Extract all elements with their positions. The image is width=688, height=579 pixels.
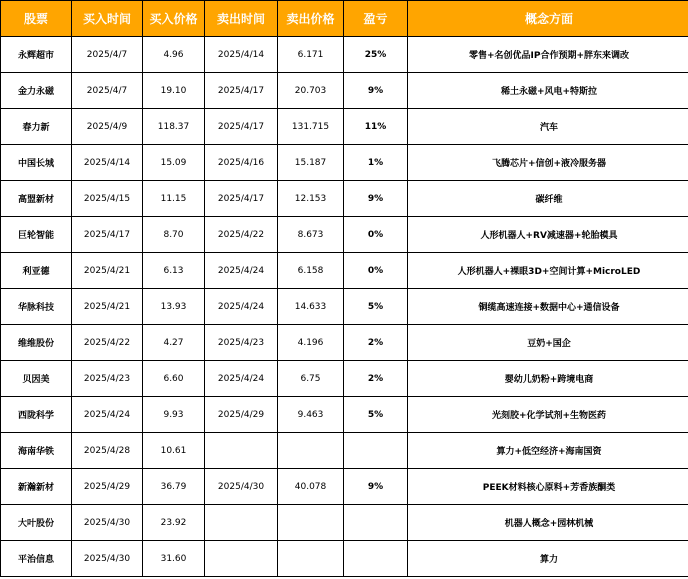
pnl-cell: 2% (344, 325, 408, 361)
concept-cell: 铜缆高速连接+数据中心+通信设备 (408, 289, 688, 325)
concept-cell: 人形机器人+裸眼3D+空间计算+MicroLED (408, 253, 688, 289)
buy-price-cell: 13.93 (143, 289, 205, 325)
stock-name-cell: 巨轮智能 (1, 217, 72, 253)
buy-date-cell: 2025/4/7 (72, 73, 143, 109)
sell-price-cell: 40.078 (278, 469, 344, 505)
buy-date-cell: 2025/4/30 (72, 505, 143, 541)
header-sell-price: 卖出价格 (278, 1, 344, 37)
sell-price-cell (278, 433, 344, 469)
sell-price-cell: 14.633 (278, 289, 344, 325)
stock-name-cell: 中国长城 (1, 145, 72, 181)
pnl-cell: 11% (344, 109, 408, 145)
buy-price-cell: 118.37 (143, 109, 205, 145)
buy-date-cell: 2025/4/30 (72, 541, 143, 577)
concept-cell: 婴幼儿奶粉+跨境电商 (408, 361, 688, 397)
sell-date-cell: 2025/4/17 (205, 109, 278, 145)
sell-price-cell: 20.703 (278, 73, 344, 109)
sell-date-cell: 2025/4/24 (205, 289, 278, 325)
buy-price-cell: 6.60 (143, 361, 205, 397)
buy-date-cell: 2025/4/21 (72, 253, 143, 289)
buy-price-cell: 4.27 (143, 325, 205, 361)
sell-price-cell: 15.187 (278, 145, 344, 181)
sell-date-cell: 2025/4/29 (205, 397, 278, 433)
sell-date-cell: 2025/4/24 (205, 361, 278, 397)
buy-price-cell: 6.13 (143, 253, 205, 289)
stock-name-cell: 金力永磁 (1, 73, 72, 109)
sell-price-cell: 6.75 (278, 361, 344, 397)
pnl-cell: 5% (344, 289, 408, 325)
pnl-cell: 1% (344, 145, 408, 181)
concept-cell: 算力+低空经济+海南国资 (408, 433, 688, 469)
sell-price-cell: 4.196 (278, 325, 344, 361)
table-row (1, 145, 688, 181)
sell-date-cell: 2025/4/23 (205, 325, 278, 361)
pnl-cell (344, 433, 408, 469)
concept-cell: PEEK材料核心原料+芳香族酮类 (408, 469, 688, 505)
buy-date-cell: 2025/4/24 (72, 397, 143, 433)
table-row (1, 289, 688, 325)
sell-price-cell: 6.158 (278, 253, 344, 289)
concept-cell: 人形机器人+RV减速器+轮胎模具 (408, 217, 688, 253)
stock-name-cell: 大叶股份 (1, 505, 72, 541)
buy-date-cell: 2025/4/14 (72, 145, 143, 181)
concept-cell: 飞腾芯片+信创+液冷服务器 (408, 145, 688, 181)
buy-price-cell: 4.96 (143, 37, 205, 73)
stock-name-cell: 平治信息 (1, 541, 72, 577)
sell-price-cell: 8.673 (278, 217, 344, 253)
header-buy-date: 买入时间 (72, 1, 143, 37)
header-stock: 股票 (1, 1, 72, 37)
sell-price-cell (278, 541, 344, 577)
buy-price-cell: 9.93 (143, 397, 205, 433)
sell-price-cell: 6.171 (278, 37, 344, 73)
buy-price-cell: 10.61 (143, 433, 205, 469)
concept-cell: 汽车 (408, 109, 688, 145)
buy-date-cell: 2025/4/29 (72, 469, 143, 505)
sell-date-cell: 2025/4/30 (205, 469, 278, 505)
stock-name-cell: 永辉超市 (1, 37, 72, 73)
sell-price-cell (278, 505, 344, 541)
buy-date-cell: 2025/4/22 (72, 325, 143, 361)
pnl-cell (344, 505, 408, 541)
buy-price-cell: 36.79 (143, 469, 205, 505)
buy-date-cell: 2025/4/21 (72, 289, 143, 325)
pnl-cell (344, 541, 408, 577)
table-row (1, 253, 688, 289)
pnl-cell: 9% (344, 469, 408, 505)
pnl-cell: 0% (344, 217, 408, 253)
sell-date-cell: 2025/4/14 (205, 37, 278, 73)
stock-name-cell: 西陇科学 (1, 397, 72, 433)
stock-name-cell: 海南华铁 (1, 433, 72, 469)
buy-price-cell: 31.60 (143, 541, 205, 577)
table-row (1, 397, 688, 433)
concept-cell: 稀土永磁+风电+特斯拉 (408, 73, 688, 109)
buy-date-cell: 2025/4/15 (72, 181, 143, 217)
table-row (1, 541, 688, 577)
stock-name-cell: 高盟新材 (1, 181, 72, 217)
table-row (1, 181, 688, 217)
buy-date-cell: 2025/4/23 (72, 361, 143, 397)
stock-name-cell: 利亚德 (1, 253, 72, 289)
buy-price-cell: 19.10 (143, 73, 205, 109)
stock-name-cell: 维维股份 (1, 325, 72, 361)
table-row (1, 325, 688, 361)
concept-cell: 零售+名创优品IP合作预期+胖东来调改 (408, 37, 688, 73)
pnl-cell: 9% (344, 73, 408, 109)
buy-price-cell: 23.92 (143, 505, 205, 541)
sell-price-cell: 131.715 (278, 109, 344, 145)
buy-price-cell: 11.15 (143, 181, 205, 217)
buy-date-cell: 2025/4/7 (72, 37, 143, 73)
concept-cell: 碳纤维 (408, 181, 688, 217)
table-row (1, 433, 688, 469)
header-concept: 概念方面 (408, 1, 688, 37)
table-row (1, 37, 688, 73)
pnl-cell: 5% (344, 397, 408, 433)
pnl-cell: 9% (344, 181, 408, 217)
sell-date-cell: 2025/4/17 (205, 181, 278, 217)
table-row (1, 361, 688, 397)
stock-name-cell: 春力新 (1, 109, 72, 145)
header-buy-price: 买入价格 (143, 1, 205, 37)
buy-date-cell: 2025/4/9 (72, 109, 143, 145)
sell-date-cell (205, 541, 278, 577)
stock-name-cell: 华脉科技 (1, 289, 72, 325)
concept-cell: 光刻胶+化学试剂+生物医药 (408, 397, 688, 433)
buy-date-cell: 2025/4/17 (72, 217, 143, 253)
table-row (1, 217, 688, 253)
sell-date-cell (205, 433, 278, 469)
header-sell-date: 卖出时间 (205, 1, 278, 37)
buy-date-cell: 2025/4/28 (72, 433, 143, 469)
sell-date-cell (205, 505, 278, 541)
pnl-cell: 0% (344, 253, 408, 289)
table-row (1, 73, 688, 109)
concept-cell: 算力 (408, 541, 688, 577)
sell-price-cell: 9.463 (278, 397, 344, 433)
sell-date-cell: 2025/4/17 (205, 73, 278, 109)
buy-price-cell: 15.09 (143, 145, 205, 181)
concept-cell: 豆奶+国企 (408, 325, 688, 361)
stock-name-cell: 贝因美 (1, 361, 72, 397)
header-pnl: 盈亏 (344, 1, 408, 37)
table-row (1, 109, 688, 145)
stock-name-cell: 新瀚新材 (1, 469, 72, 505)
table-row (1, 469, 688, 505)
sell-date-cell: 2025/4/22 (205, 217, 278, 253)
table-row (1, 505, 688, 541)
sell-date-cell: 2025/4/16 (205, 145, 278, 181)
pnl-cell: 25% (344, 37, 408, 73)
sell-date-cell: 2025/4/24 (205, 253, 278, 289)
concept-cell: 机器人概念+园林机械 (408, 505, 688, 541)
header-row (1, 1, 688, 37)
pnl-cell: 2% (344, 361, 408, 397)
buy-price-cell: 8.70 (143, 217, 205, 253)
sell-price-cell: 12.153 (278, 181, 344, 217)
